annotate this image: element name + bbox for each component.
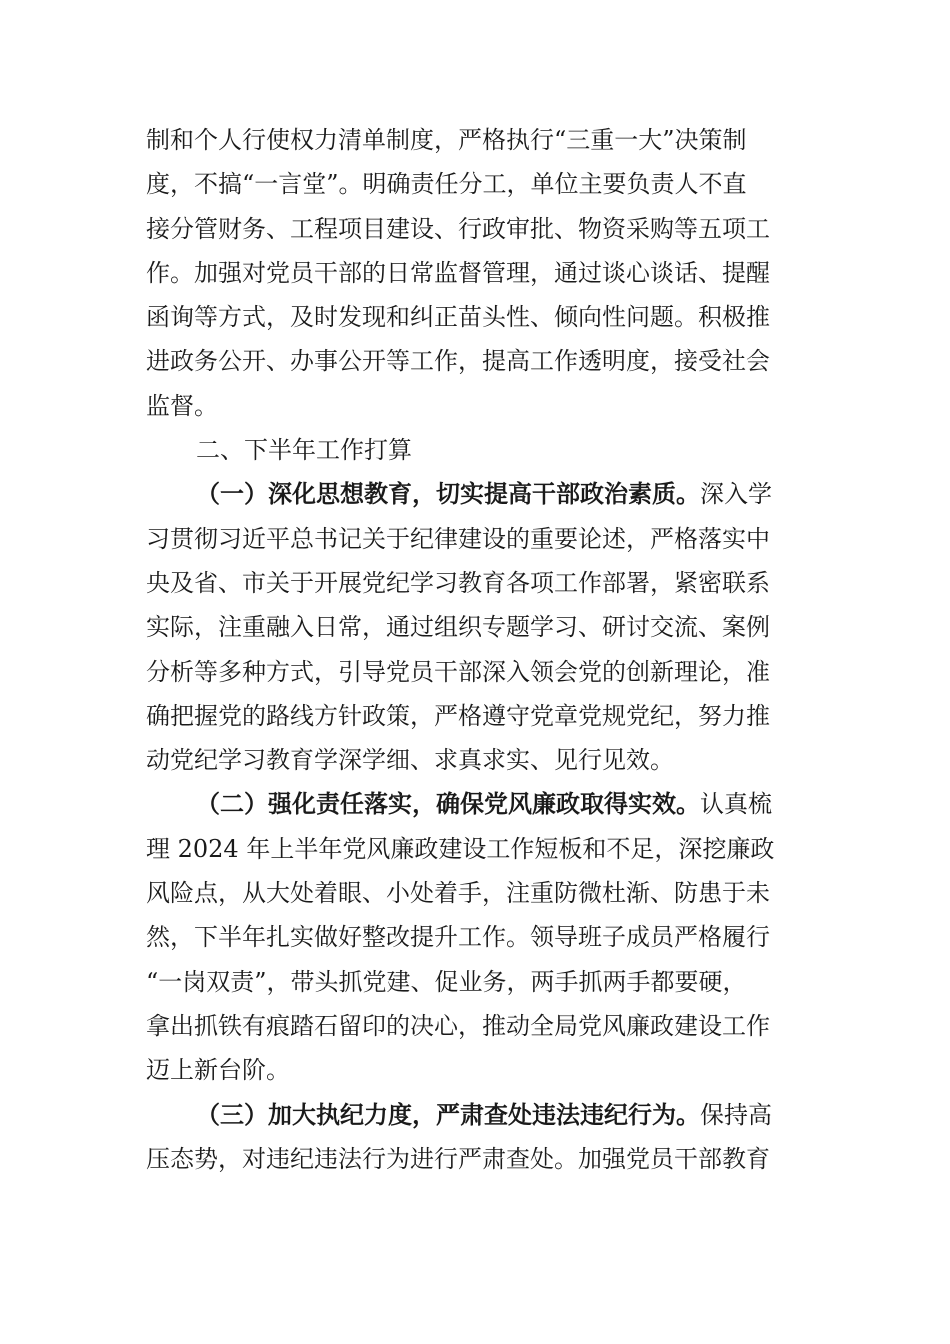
text-line: 进政务公开、办事公开等工作，提高工作透明度，接受社会 <box>146 347 770 376</box>
section-heading: 二、下半年工作打算 <box>196 436 412 465</box>
text-line: 习贯彻习近平总书记关于纪律建设的重要论述，严格落实中 <box>146 524 770 553</box>
text-line: 理 2024 年上半年党风廉政建设工作短板和不足，深挖廉政 <box>146 834 775 863</box>
item-first-rest: 深入学 <box>700 480 772 509</box>
text-line: 实际，注重融入日常，通过组织专题学习、研讨交流、案例 <box>146 613 770 642</box>
paragraph-continued <box>146 118 810 428</box>
text-line: 压态势，对违纪违法行为进行严肃查处。加强党员干部教育 <box>146 1144 770 1173</box>
item-lead: （二）强化责任落实，确保党风廉政取得实效。 <box>196 789 700 819</box>
text-line: 函询等方式，及时发现和纠正苗头性、倾向性问题。积极推 <box>146 303 770 332</box>
text-line: 分析等多种方式，引导党员干部深入领会党的创新理论，准 <box>146 657 770 686</box>
item-first-rest: 认真梳 <box>700 790 772 819</box>
text-line: 接分管财务、工程项目建设、行政审批、物资采购等五项工 <box>146 214 770 243</box>
item-first-line <box>146 782 810 826</box>
text-line: 监督。 <box>146 391 218 420</box>
item-first-rest: 保持高 <box>700 1100 772 1129</box>
text-line: 拿出抓铁有痕踏石留印的决心，推动全局党风廉政建设工作 <box>146 1011 770 1040</box>
text-line: 确把握党的路线方针政策，严格遵守党章党规党纪，努力推 <box>146 701 770 730</box>
item-first-line <box>146 1093 810 1137</box>
text-line: 动党纪学习教育学深学细、求真求实、见行见效。 <box>146 746 674 775</box>
item-two <box>146 782 810 1092</box>
text-line: 制和个人行使权力清单制度，严格执行“三重一大”决策制 <box>146 126 747 154</box>
text-line: 迈上新台阶。 <box>146 1056 290 1085</box>
item-first-line <box>146 472 810 516</box>
item-lead: （三）加大执纪力度，严肃查处违法违纪行为。 <box>196 1099 700 1129</box>
text-line: 风险点，从大处着眼、小处着手，注重防微杜渐、防患于未 <box>146 879 770 908</box>
text-line: 然，下半年扎实做好整改提升工作。领导班子成员严格履行 <box>146 923 770 952</box>
item-one <box>146 472 810 782</box>
text-line: 作。加强对党员干部的日常监督管理，通过谈心谈话、提醒 <box>146 258 770 287</box>
text-line: 央及省、市关于开展党纪学习教育各项工作部署，紧密联系 <box>146 568 770 597</box>
text-line: 度，不搞“一言堂”。明确责任分工，单位主要负责人不直 <box>146 170 747 199</box>
item-three <box>146 1093 810 1182</box>
text-line: “一岗双责”，带头抓党建、促业务，两手抓两手都要硬， <box>146 967 747 996</box>
item-lead: （一）深化思想教育，切实提高干部政治素质。 <box>196 479 700 509</box>
